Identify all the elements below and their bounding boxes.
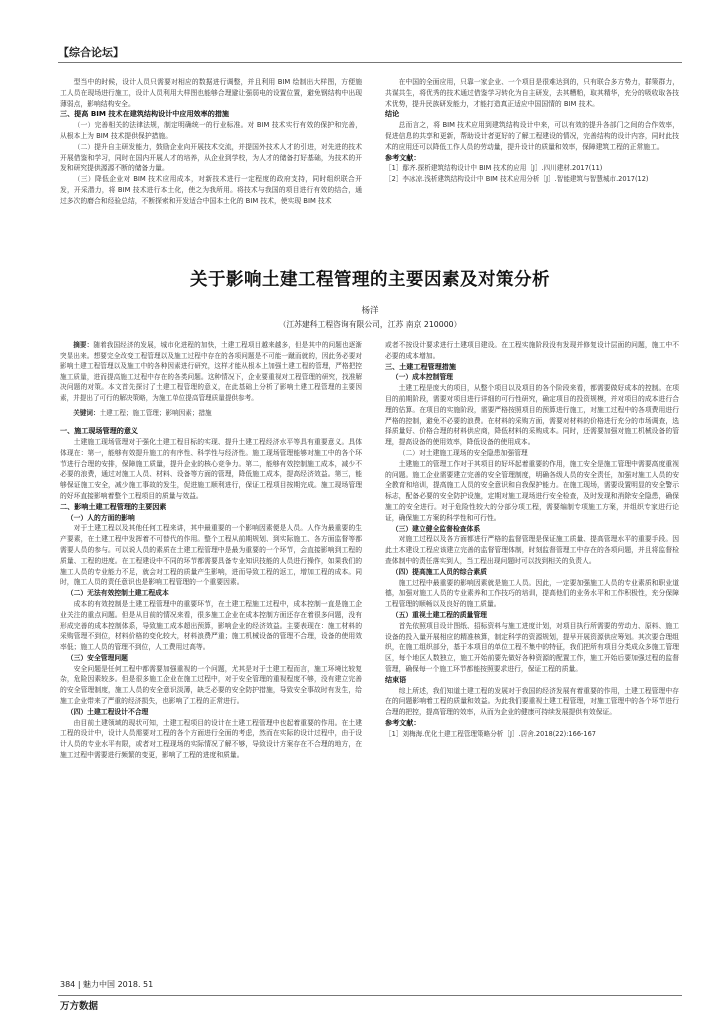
subsection-heading: （一）成本控制管理 (391, 373, 453, 382)
paragraph: 首先依照项目设计图纸、招标资料与施工进度计划，对项目执行所需要的劳动力、原料、施工设备的投入量开展相应的精准核算，制定科学的资源规划，提早开展资源供应筹划。其次要合理组织，在施工组织部分，基于本项目的单位工程不集中的特征，我们把所有项目分类成众多施工管理区，每个地区人数独立，施工开始前要先做好各种资源的配置工作，施工开始后要加强过程的监督管理，确保每一个施工环节都能按照要求进行，保证工程的质量。 (385, 621, 679, 673)
paragraph: 土建工程是庞大的项目，从整个项目以及项目的各个阶段来看，都需要做好成本的控制。在项目的前期阶段，需要对项目进行详细的可行性研究，确定项目的投资规模，并对项目的成本进行合理的估算。在项目的实施阶段，需要严格按照项目的预算进行施工，对施工过程中的各项费用进行严格的控制，避免不必要的浪费。在材料的采购方面，需要对材料的价格进行充分的市场调查，选择质量好、价格合理的材料供应商，降低材料的采购成本。同时，还需要加强对施工机械设备的管理，提高设备的使用效率，降低设备的使用成本。 (385, 384, 679, 447)
keywords (60, 408, 362, 419)
article-left-body (60, 426, 362, 761)
subsection-heading: （四）土建工程设计不合理 (66, 707, 149, 716)
section-heading: 参考文献： (385, 717, 421, 727)
section-heading: 一、施工现场管理的意义 (60, 426, 139, 436)
header-rule (58, 62, 682, 63)
paragraph: 由目前土建领域的现状可知，土建工程项目的设计在土建工程管理中也起着重要的作用。在土建工程的设计中，设计人员需要对工程的各个方面进行全面的考虑，然而在实际的设计过程中，由于设计人员的专业水平有限，或者对工程现场的实际情况了解不够，导致设计方案存在不合理的地方，在施工过程中需要进行频繁的变更，影响了工程的进度和质量。 (60, 718, 362, 760)
subsection-heading: （四）提高施工人员的综合素质 (391, 567, 487, 576)
reference-item: ［2］李冰凉.浅析建筑结构设计中 BIM 技术应用分析［J］.智能建筑与智慧城市.2017(12) (385, 175, 649, 184)
paragraph: 或者不按设计要求进行土建项目建设。在工程实施阶段没有发现并修复设计层面的问题，施工中不必要的成本增加。 (385, 341, 679, 360)
abstract (60, 340, 362, 404)
subsection-heading: （一）人的方面的影响 (66, 513, 135, 522)
paragraph: 土建施工现场管理对于强化土建工程目标的实现、提升土建工程经济水平等具有重要意义。具体体现在：第一，能够有效提升施工的有序性、科学性与经济性。施工现场管理能够对施工中的各个环节进行合理的安排，保障施工质量，提升企业的核心竞争力。第二，能够有效控制施工成本，减少不必要的浪费，通过对施工人员、材料、设备等方面的管理，降低施工成本，提高经济效益。第三，能够保证施工安全，减少施工事故的发生，促进施工顺利进行，保证工程项目按期完成。施工现场管理的好坏直接影响着整个工程项目的质量与效益。 (60, 437, 362, 500)
article-right-column (385, 340, 679, 739)
prev-article-right-column (385, 77, 679, 185)
paragraph: （二）对土建施工现场的安全隐患加强管理 (398, 448, 528, 457)
reference-item: ［1］鄢齐.探析建筑结构设计中 BIM 技术的应用［J］.四川建材.2017(11) (385, 164, 603, 173)
keywords-label: 关键词： (73, 408, 100, 417)
article-affiliation: （江苏建科工程咨询有限公司，江苏 南京 210000） (278, 320, 462, 329)
paragraph: 在中国的全面应用，只靠一家企业、一个项目是很难达到的，只有联合多方势力，群策群力，共谋共生，将优秀的技术通过借鉴学习转化为自主研发，去其糟粕，取其精华，充分的吸收取各技术优势，提升民族研发能力，才能打造真正适应中国国情的 BIM 技术。 (385, 78, 679, 108)
abstract-text: 随着我国经济的发展，城市化进程的加快，土建工程项目越来越多，但是其中的问题也逐渐突显出来。想要完全改变工程管理以及施工过程中存在的各项问题是不可能一蹴而就的，因此务必要对影响土建工程管理以及施工中的各种因素进行研究，这样才能从根本上加强土建工程的管理，严格把控施工质量，进而提高施工过程中存在的各类问题。这种情况下，企业要重视对工程管理的研究，找准解决问题的对策。本文首先探讨了土建工程管理的意义，在此基础上分析了影响土建工程管理的主要因素，并提出了可行的解决策略，为施工单位提高管理质量提供参考。 (60, 341, 363, 402)
section-heading: 三、提高 BIM 技术在建筑结构设计中应用效率的措施 (60, 109, 230, 119)
paragraph: （三）降低企业对 BIM 技术应用成本，对新技术进行一定程度的政府支持，同时组织联合开发，开采潜力，将 BIM 技术进行本土化，使之为我所用。将技术与我国的项目进行有效的结合，通过多次的磨合和经验总结，不断探索和开发适合中国本土化的 BIM 技术，使实现 BIM 技术 (60, 175, 362, 205)
subsection-heading: （五）重视土建工程的质量管理 (391, 610, 487, 619)
abstract-label: 摘要： (73, 341, 94, 349)
section-heading: 结束语 (385, 674, 407, 684)
paragraph: （一）完善相关的法律法规，制定明确统一的行业标准。对 BIM 技术实行有效的保护和完善，从根本上为 BIM 技术提供保护措施。 (60, 121, 362, 140)
publisher-brand: 万方数据 (60, 1001, 99, 1012)
paragraph: 总而言之，将 BIM 技术应用到建筑结构设计中来，可以有效的提升各部门之间的合作效率，促进信息的共享和更新，帮助设计者更好的了解工程建设的情况，完善结构的设计内容，同时此技术的应用还可以降低工作人员的劳动量，提升设计的质量和效率，保障建筑工程的正常施工。 (385, 121, 679, 151)
paragraph: （二）提升自主研发能力，鼓励企业向开展技术交流，并提国外技术人才的引进，对先进的技术开展借鉴和学习，同时在国内开展人才的培养，从企业到学校，为人才的储备打好基础，为技术的开发和研究提供源源不断的储备力量。 (60, 142, 362, 173)
paragraph: 对于土建工程以及其他任何工程来讲，其中最重要的一个影响因素便是人员。人作为最重要的生产要素，在土建工程中发挥着不可替代的作用。整个工程从前期规划、到实际施工、各方面监督等都需要人员的参与。可以说人员的素质在土建工程管理中是最为重要的一个环节，会直接影响到工程的质量、工程的进度。在工程建设中不同的环节都需要具备专业知识技能的人员进行操作，如果我们的施工人员的专业能力不足，就会对工程的质量产生影响，进而导致工程的返工，增加工程的成本。同时，施工人员的责任意识也是影响工程管理的一个重要因素。 (60, 524, 362, 587)
section-tag: 【综合论坛】 (58, 46, 124, 59)
page-footer: 384 | 魅力中国 2018. 51 (60, 980, 154, 989)
keywords-text: 土建工程；施工管理；影响因素；措施 (99, 408, 212, 417)
paragraph: 综上所述，我们知道土建工程的发展对于我国的经济发展有着重要的作用，土建工程管理中存在的问题影响着工程的质量和效益。为此我们要重视土建工程管理，对施工管理中的各个环节进行合理的把控，提高管理的效率，从而为企业的健康可持续发展提供有效保证。 (385, 686, 679, 717)
section-heading: 三、土建工程管理措施 (385, 361, 456, 371)
prev-article-left-column (60, 77, 362, 207)
article-left-column (60, 340, 362, 761)
footer-rule (58, 995, 682, 996)
reference-item: ［1］刘梅海.优化土建工程管理策略分析［J］.居舍.2018(22):166-167 (385, 729, 596, 738)
paragraph: 型当中的时候，设计人员只需要对相应的数据进行调整，并且利用 BIM 绘制出大样图，方便施工人员在现场进行施工，设计人员利用大样图也能够合理避让强弱电的设置位置，避免钢结构中出现薄弱点，影响结构安全。 (60, 78, 362, 108)
section-heading: 结论 (385, 109, 400, 119)
subsection-heading: （二）无法有效控制土建工程成本 (66, 589, 169, 598)
subsection-heading: （三）安全管理问题 (66, 653, 128, 662)
paragraph: 施工过程中最重要的影响因素就是施工人员。因此，一定要加强施工人员的专业素质和职业道德，加强对施工人员的专业素养和工作技巧的培训，提高他们的业务水平和工作积极性，充分保障工程管理的顺畅以及良好的施工质量。 (385, 578, 679, 609)
paragraph: 土建施工的管理工作对于其项目的好坏起着重要的作用，施工安全是施工管理中需要高度重视的问题。施工企业需要建立完善的安全管理制度，明确各级人员的安全责任，加强对施工人员的安全教育和培训，提高施工人员的安全意识和自我保护能力。在施工现场，需要设置明显的安全警示标志，配备必要的安全防护设施，定期对施工现场进行安全检查，及时发现和消除安全隐患，确保施工的安全进行。对于危险性较大的分部分项工程，需要编制专项施工方案，并组织专家进行论证，确保施工方案的科学性和可行性。 (385, 459, 679, 522)
paragraph: 成本的有效控制是土建工程管理中的重要环节，在土建工程施工过程中，成本控制一直是施工企业关注的重点问题。但是从目前的情况来看，很多施工企业在成本控制方面还存在着很多问题，没有形成完善的成本控制体系，导致施工成本超出预算，影响企业的经济效益。主要表现在：施工材料的采购管理不到位，材料价格的变化较大，材料浪费严重；施工机械设备的管理不合理，设备的使用效率低；施工人员的管理不到位，人工费用过高等。 (60, 599, 362, 652)
section-heading: 参考文献： (385, 152, 421, 162)
subsection-heading: （三）建立健全监督检查体系 (391, 524, 481, 533)
article-title: 关于影响土建工程管理的主要因素及对策分析 (190, 270, 550, 290)
section-heading: 二、影响土建工程管理的主要因素 (60, 501, 167, 511)
paragraph: 安全问题是任何工程中都需要加强重视的一个问题，尤其是对于土建工程而言，施工环境比较复杂，危险因素较多。但是很多施工企业在施工过程中，对于安全管理的重视程度不够，没有建立完善的安全管理制度，施工人员的安全意识淡薄，缺乏必要的安全防护措施，导致安全事故时有发生，给施工企业带来了严重的经济损失，也影响了工程的正常进行。 (60, 664, 362, 706)
article-author: 杨洋 (361, 306, 379, 316)
paragraph: 对施工过程以及各方面都进行严格的监督管理是保证施工质量、提高管理水平的重要手段。因此土木建设工程应该建立完善的监督管理体制，时刻监督管理工中存在的各项问题，并且将监督检查体制中的责任落实到人，当工程出现问题时可以找到相关的负责人。 (385, 535, 679, 565)
